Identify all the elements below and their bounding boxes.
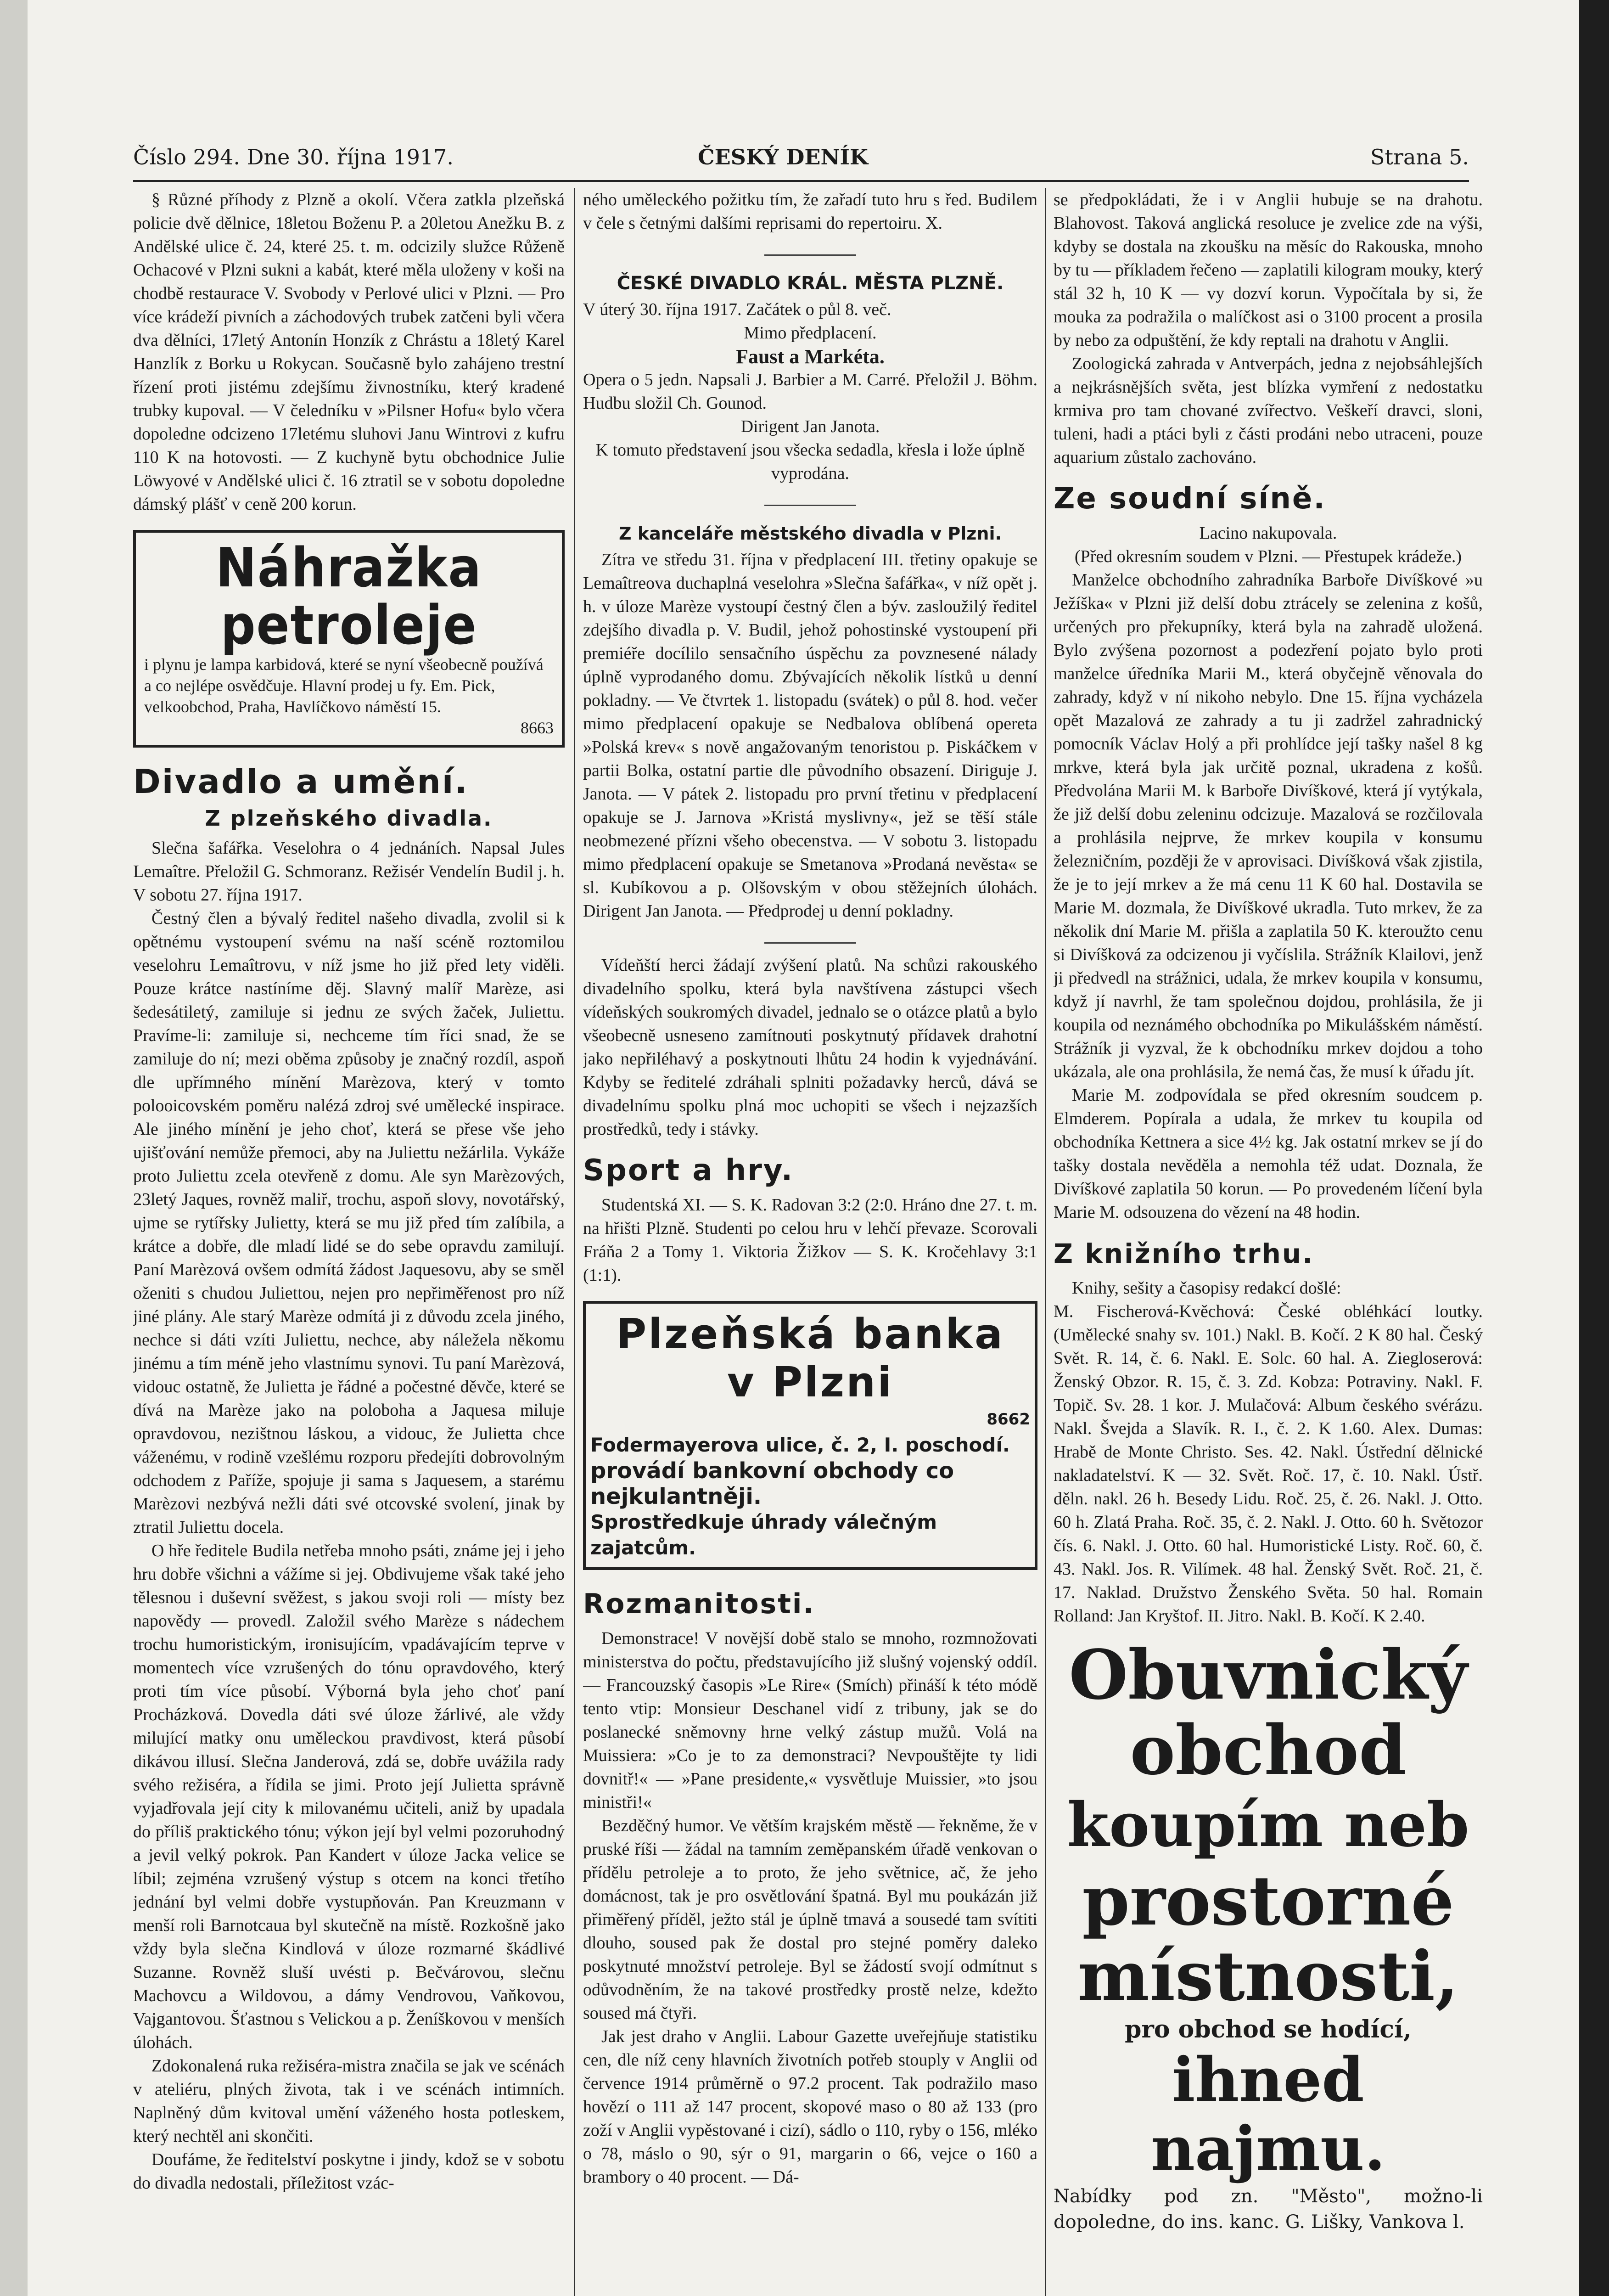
review-paragraph: Čestný člen a bývalý ředitel našeho divadla, zvolil si k opětnému vystoupení svému na naší scéně roztomilou veselohru Lemaîtrovu, v níž jsme ho již před lety viděli. Pouze krátce nastíníme děj. Slavný malíř Marèze, asi šedesátiletý, zamiluje si jednu ze svých žaček, Juliettu. Pravíme-li: zamiluje si, nechceme tím říci snad, že se zamiluje do ní; mezi oběma způsoby je značný rozdíl, aspoň dle upřímného mínění Marèzova, který v tomto polooicovském poměru nalézá zdroj své umělecké inspirace. Ale jiného mínění je jeho choť, která se přese vše jeho ujišťování nemůže přemoci, aby na Juliettu nežárlila. Vykáže proto Juliettu zcela otevřeně z domu. Ale syn Marèzových, 23letý Jaques, rovněž maliř, trochu, aspoň slovy, novotářský, ujme se rytířsky Julietty, která se mu již před tím zalíbila, a krátce a dobře, dle mladí lidé se do sebe opravdu zamilují. Paní Marèzová ovšem odmítá žádost Jaquesovu, aby se směl oženiti s chudou Juliettou, nejen pro nepřiměřenost pro níž jiné plány. Ale starý Marèze odmítá ji z důvodu zcela jiného, nechce si dáti vzíti Juliettu, nechce, aby náležela někomu jinému a tím méně jeho vlastnímu synovi. Tu paní Marèzová, vidouc ostatně, že Julietta je řádné a počestné děvče, které se dívá na Marèze jako na poloboha a Jaquesa miluje opravdovou, nezištnou láskou, a vidouc, že Julietta chce váženému, v rodině vzešlému rozporu předejíti dobrovolným odchodem z Paříže, spojuje ji sama s Jaquesem, a starému Marèzovi nezbývá nežli dáti své otcovské svolení, jinak by ztratil Juliettu docela. <box>133 909 565 1537</box>
ad-bank-city: v Plzni <box>727 1358 894 1407</box>
theatre-premiere: Mimo předplacení. <box>744 323 877 343</box>
court-subheading: Lacino nakupovala. <box>1199 523 1337 543</box>
ad-bank-code: 8662 <box>987 1410 1030 1429</box>
separator <box>583 489 1037 512</box>
news-paragraph: § Různé příhody z Plzně a okolí. Včera zatkla plzeňská policie dvě dělnice, 18letou Boženu P. a 20letou Anežku B. z Andělské ulice č. 24, které 25. t. m. odcizily služce Růženě Ochacové v Plzni sukni a kabát, které měla uloženy v koši na chodbě restaurace V. Svobody v Perlové ulici v Plzni. — Pro více krádeží pivních a záchodových trubek zatčeni byli včera dva dělníci, 17letý Antonín Honzík z Chrástu a 18letý Karel Hanzlík z Borku u Rokycan. Současně bylo zahájeno trestní řízení proti jistému zdejšímu živnostníku, který kradené trubky kupoval. — V čeledníku v »Pilsner Hofu« bylo včera dopoledne odcizeno 17letému sluhovi Janu Wintrovi z kufru 110 K na hotovosti. — Z kuchyně bytu obchodnice Julie Löwyové v Andělské ulici č. 16 ztratil se v sobotu dopoledne dámský plášť v ceně 200 korun. <box>133 190 565 514</box>
play-info: Opera o 5 jedn. Napsali J. Barbier a M. Carré. Přeložil J. Böhm. Hudbu složil Ch. Gounod. <box>583 370 1037 413</box>
court-paragraph: Marie M. zodpovídala se před okresním soudcem p. Elmderem. Popírala a udala, že mrkev tu koupila od obchodníka Kettnera a sice 4½ kg. Jak ostatní mrkev se jí do tašky dostala nevěděla a nemohla též udat. Doznala, že Divíškové zaplatila 50 korun. — Po provedeném líčení byla Marie M. odsouzena do vězení na 48 hodin. <box>1054 1086 1483 1222</box>
ad-shoe-line: místnosti, <box>1077 1936 1459 2016</box>
sold-out-note: K tomuto představení jsou všecka sedadla, křesla i lože úplně vyprodána. <box>595 440 1025 483</box>
court-paragraph: Manželce obchodního zahradníka Barboře Divíškové »u Ježíška« v Plzni již delší dobu ztrácely se zelenina z košů, určených pro překupníky, která byla na zahradě uložená. Bylo zvýšena pozornost a podezření pojato bylo proti manželce úředníka Marii M., která obyčejně věnovala do zahrady, když v ní nikoho nebylo. Dne 15. října vycházela opět Mazalová ze zahrady a tu ji zadržel zahradnický pomocník Václav Holý a při prohlídce její tašky našel 8 kg mrkve, která byla jak určitě poznal, ukradena z košů. Předvolána Marii M. k Barboře Divíškové, která jí vytýkala, že již delší dobu zeleninu odcizuje. Mazalová se rozčilovala a prohlásila nejprve, že mrkev koupila v konsumu železničním, později že v aprovisaci. Divíšková však zjistila, že je to její mrkev a že má cenu 11 K 60 hal. Dostavila se Marie M. dozmala, že Divíškové ukradla. Tuto mrkev, že za několik dní Marie M. přišla a zaplatila 50 K. kteroužto cenu si Divíšková za odcizenou ji vyčíslila. Strážník Klailovi, jenž ji předvedl na strážnici, udala, že mrkev koupila v konsumu, když jí navrhl, že tam společnou dojdou, prohlásila, že ji koupila od neznámého obchodníka po Mikulášském náměstí. Strážník ji vyzval, že k obchodníku mrkev dojdou a toho ukázala, ale ona prohlásila, že nemá čas, že musí k úřadu jít. <box>1054 570 1483 1081</box>
review-paragraph: Doufáme, že ředitelství poskytne i jindy, kdož se v sobotu do divadla nedostali, příležitost vzác- <box>133 2150 565 2193</box>
ad-bank-address: Fodermayerova ulice, č. 2, I. poschodí. <box>590 1434 1010 1456</box>
review-continuation: ného uměleckého požitku tím, že zařadí tuto hru s řed. Budilem v čele s četnými dalšími reprisami do repertoiru. X. <box>583 190 1037 233</box>
review-paragraph: Zdokonalená ruka režiséra-mistra značila se jak ve scénách v ateliéru, plných života, tak i ve scénách intimních. Naplněný dům kvitoval umění váženého hosta potleskem, který nechtěl ani skončiti. <box>133 2056 565 2146</box>
misc-heading: Rozmanitosti. <box>583 1588 815 1620</box>
misc-paragraph: Demonstrace! V novější době stalo se mnoho, rozmnožovati ministerstva do počtu, představujícího již slušný vojenský oddíl. — Francouzský časopis »Le Rire« (Smích) přináší k této módě tento vtip: Monsieur Deschanel vidí z tribuny, jak se do poslanecké sněmovny hrne velký zástup mužů. Volá na Muissiera: »Co je to za demonstraci? Nevpouštějte ty lidi dovnitř!« — »Pane presidente,« vysvětluje Muissier, »to jsou ministři!« <box>583 1629 1037 1812</box>
ad-bank-title: Plzeňská banka <box>616 1310 1004 1358</box>
play-conductor: Dirigent Jan Janota. <box>740 417 880 436</box>
ad-shoe-line: pro obchod se hodící, <box>1125 2015 1412 2043</box>
ad-shoe-contact: Nabídky pod zn. "Město", možno-li dopoledne, do ins. kanc. G. Lišky, Vankova l. <box>1054 2186 1483 2233</box>
misc-continuation: se předpokládati, že i v Anglii hubuje se na drahotu. Blahovost. Taková anglická resoluce je zvelice zde na výši, kdyby se dostala na zkoušku na měsíc do Rakouska, mnoho by tu — příkladem řečeno — zaplatili kilogram mouky, který stál 32 h, 10 K — vy dozví korun. Vypočítala by si, že mouka za podražila o malíčkost asi o 3100 procent a prosila by nebo za odpuštění, že kdy reptali na drahotu v Anglii. <box>1054 190 1483 350</box>
scan-border <box>1579 0 1609 2296</box>
section-subtitle: Z plzeňského divadla. <box>205 806 493 831</box>
theatre-date: V úterý 30. října 1917. Začátek o půl 8. več. <box>583 300 891 319</box>
books-list: M. Fischerová-Kvěchová: České obléhkácí loutky. (Umělecké snahy sv. 101.) Nakl. B. Kočí. 2 K 80 hal. Český Svět. R. 14, č. 6. Nakl. E. Solc. 60 hal. A. Ziegloserová: Ženský Obzor. R. 15, č. 3. Zd. Kobza: Potraviny. Nakl. F. Topič. Sv. 28. 1 kor. J. Mulačová: Album českého svérázu. Nakl. Švejda a Slavík. R. I., č. 2. K 1.60. Alex. Dumas: Hrabě de Monte Christo. Ses. 42. Nakl. Ústřední dělnické nakladatelství. K — 32. Svět. Roč. 17, č. 10. Nakl. Ústř. děln. nakl. 26 h. Besedy Lidu. Roč. 25, č. 26. Nakl. J. Otto. 60 h. Zlatá Praha. Roč. 35, č. 2. Nakl. J. Otto. 60 h. Světozor čís. 6. Nakl. J. Otto. 60 hal. Humoristické Listy. Roč. 60, č. 43. Nakl. Jos. R. Vilímek. 48 hal. Ženský Svět. Roč. 21, č. 17. Naklad. Družstvo Ženského Světa. 50 hal. Romain Rolland: Jan Kryštof. II. Jitro. Nakl. B. Kočí. K 2.40. <box>1054 1302 1483 1626</box>
sport-heading: Sport a hry. <box>583 1154 794 1187</box>
section-title: Divadlo a umění. <box>133 762 469 801</box>
ad-petroleum-code: 8663 <box>521 719 554 737</box>
ad-shoe-line: obchod <box>1130 1710 1407 1790</box>
actors-paragraph: Vídeňští herci žádají zvýšení platů. Na schůzi rakouského divadelního spolku, která byla navštívena zástupci všech vídeňských soukromých divadel, jednalo se o otázce platů a bylo všeobecně usneseno zamítnouti poskytnutý přídavek drahotní jako nepřiléhavý a poskytnouti lhůtu 24 hodin k vyjednávání. Kdyby se ředitelé zdráhali splniti požadavky herců, dává se divadelnímu spolku plná moc uchopiti se všech i nejzazších prostředků, tedy i stávky. <box>583 956 1037 1139</box>
page-header <box>133 145 1469 177</box>
ad-shoe-line: Obuvnický <box>1069 1635 1468 1715</box>
play-title: Faust a Markéta. <box>736 345 885 368</box>
ad-shoe-line: prostorné <box>1082 1861 1454 1941</box>
misc-paragraph: Jak jest draho v Anglii. Labour Gazette uveřejňuje statistiku cen, dle níž ceny hlavních životních potřeb stouply v Anglii od července 1914 průměrně o 97.2 procent. Tak podražilo maso hovězí o 111 až 147 procent, skopové maso o 80 až 133 (pro zoží v Anglii vypěstované i cizí), sádlo o 110, ryby o 156, mléko o 78, máslo o 90, sýr o 91, margarin o 66, vejce o 160 a brambory o 40 procent. — Dá- <box>583 2027 1037 2187</box>
court-heading: Ze soudní síně. <box>1054 482 1326 516</box>
header-rule <box>133 180 1469 182</box>
column-1 <box>133 188 565 2296</box>
newspaper-title: ČESKÝ DENÍK <box>698 145 868 169</box>
review-lead: Slečna šafářka. Veselohra o 4 jednáních. Napsal Jules Lemaître. Přeložil G. Schmoranz. Režisér Vendelín Budil j. h. V sobotu 27. října 1917. <box>133 838 565 905</box>
office-paragraph: Zítra ve středu 31. října v předplacení III. třetiny opakuje se Lemaîtreova duchaplná veselohra »Slečna šafářka«, v níž opět j. h. v úloze Marèze vystoupí čestný člen a býv. zasloužilý ředitel zdejšího divadla p. V. Budil, jehož pohostinské vystoupení při premiéře docílilo sensačního úspěchu za povznesené nálady úplně vyprodaného domu. Zbývajících několik lístků u denní pokladny. — Ve čtvrtek 1. listopadu (svátek) o půl 8. hod. večer mimo předplacení opakuje se Nedbalova oblíbená opereta »Polská krev« s nově angažovaným tenoristou p. Piskáčkem v partii Bolka, ostatní partie dle původního obsazení. Diriguje J. Janota. — V pátek 2. listopadu pro první třetinu v předplacení opakuje se J. Jarnova »Kristá myslivny«, jež se těší stále neobmezené přízni všeho obecenstva. — V sobotu 3. listopadu mimo předplacení opakuje se Smetanova »Prodaná nevěsta« se sl. Kubíkovou a p. Olšovským v obou stěžejních úlohách. Dirigent Jan Janota. — Předprodej u denní pokladny. <box>583 550 1037 921</box>
ad-shoe-shop <box>1054 1637 1483 2235</box>
office-heading: Z kanceláře městského divadla v Plzni. <box>619 523 1002 544</box>
books-heading: Z knižního trhu. <box>1054 1238 1314 1269</box>
zoo-paragraph: Zoologická zahrada v Antverpách, jedna z nejobsáhlejších a nejkrásnějších světa, jest blízka vymření z nedostatku krmiva pro tam chované zvířectvo. Veškeří dravci, sloni, tuleni, hadi a ptáci byli z části prodáni nebo utraceni, pouze aquarium zůstalo zachováno. <box>1054 354 1483 467</box>
column-3 <box>1054 188 1483 2296</box>
ad-bank <box>583 1301 1037 1570</box>
court-note: (Před okresním soudem v Plzni. — Přestupek krádeže.) <box>1074 547 1462 566</box>
ad-petroleum <box>133 530 565 748</box>
theatre-heading: ČESKÉ DIVADLO KRÁL. MĚSTA PLZNĚ. <box>617 273 1004 294</box>
sport-paragraph: Studentská XI. — S. K. Radovan 3:2 (2:0. Hráno dne 27. t. m. na hřišti Plzně. Studenti po celou hru v lehčí převaze. Scorovali Fráňa 2 a Tomy 1. Viktoria Žižkov — S. K. Kročehlavy 3:1 (1:1). <box>583 1195 1037 1285</box>
ad-bank-service2: Sprostředkuje úhrady válečným zajatcům. <box>590 1511 937 1559</box>
column-divider <box>574 188 575 2296</box>
ad-petroleum-text: i plynu je lampa karbidová, které se nyní všeobecně používá a co nejlépe osvědčuje. Hlavní prodej u fy. Em. Pick, velkoobchod, Praha, Havlíčkovo náměstí 15. <box>144 655 544 716</box>
adjacent-page-edge <box>0 0 28 2296</box>
ad-petroleum-title: Náhražka petroleje <box>215 536 482 657</box>
misc-paragraph: Bezděčný humor. Ve větším krajském městě — řekněme, že v pruské říši — žádal na tamním zeměpanském úřadě venkovan o přídělu petroleje a to proto, že jeho světnice, ač, že jeho domácnost, tak je pro osvětlování špatná. Byl mu poukázán již přiměřený příděl, ježto stál je úplně tmavá a sousedé tam svítiti dlouho, soused pak že dostal pro stejné poměry daleko poskytnuté množství petroleje. Byl se žádostí svojí odmítnut s odůvodněním, že na takové prostředky prostě nelze, kdežto soused má čtyři. <box>583 1816 1037 2023</box>
ad-bank-service: provádí bankovní obchody co nejkulantněji. <box>590 1458 954 1509</box>
separator <box>583 927 1037 950</box>
ad-shoe-line: ihned najmu. <box>1151 2044 1385 2184</box>
column-divider <box>1045 188 1046 2296</box>
ad-shoe-line: koupím neb <box>1067 1790 1469 1861</box>
issue-date: Číslo 294. Dne 30. října 1917. <box>133 145 454 169</box>
books-intro: Knihy, sešity a časopisy redakcí došlé: <box>1072 1278 1341 1298</box>
separator <box>583 239 1037 262</box>
page-number: Strana 5. <box>1370 145 1469 169</box>
review-paragraph: O hře ředitele Budila netřeba mnoho psáti, známe jej i jeho hru dobře všichni a vážíme si jej. Obdivujeme však také jeho tělesnou i duševní svěžest, s jakou svoji roli — místy bez napovědy — provedl. Založil svého Marèze s nádechem trochu humoristickým, ironisujícím, vpadávajícím teprve v momentech více vzrušených do tónu opravdového, který proti tím více působí. Výborná byla jeho choť paní Procházková. Dovedla dáti své úloze žárlivé, ale vždy milující matky onu uměleckou pravdivost, která působí dikávou illusí. Slečna Janderová, zdá se, dobře uvážila rady svého režiséra, a řídila se jimi. Proto její Julietta správně vyjadřovala její city k milovanému učiteli, aniž by upadala do příliš praktického tónu; výkon její byl velmi pozoruhodný a jevil velký pokrok. Pan Kandert v úloze Jacka velice se líbil; zejména vzrušený výstup s otcem na konci třetího jednání byl velmi dobře vystupňován. Pan Kreuzmann v menší roli Barnotcaua byl skutečně na místě. Rozkošně jako vždy byla slečna Kindlová v úloze rozmarné škádlivé Suzanne. Rovněž sluší uvésti p. Bečvárovou, slečnu Machovcu a Wildovou, a dámy Vendrovou, Vaňkovou, Vajgantovou. Šťastnou s Velickou a p. Ženíškovou v menších úlohách. <box>133 1541 565 2052</box>
column-2 <box>583 188 1037 2296</box>
